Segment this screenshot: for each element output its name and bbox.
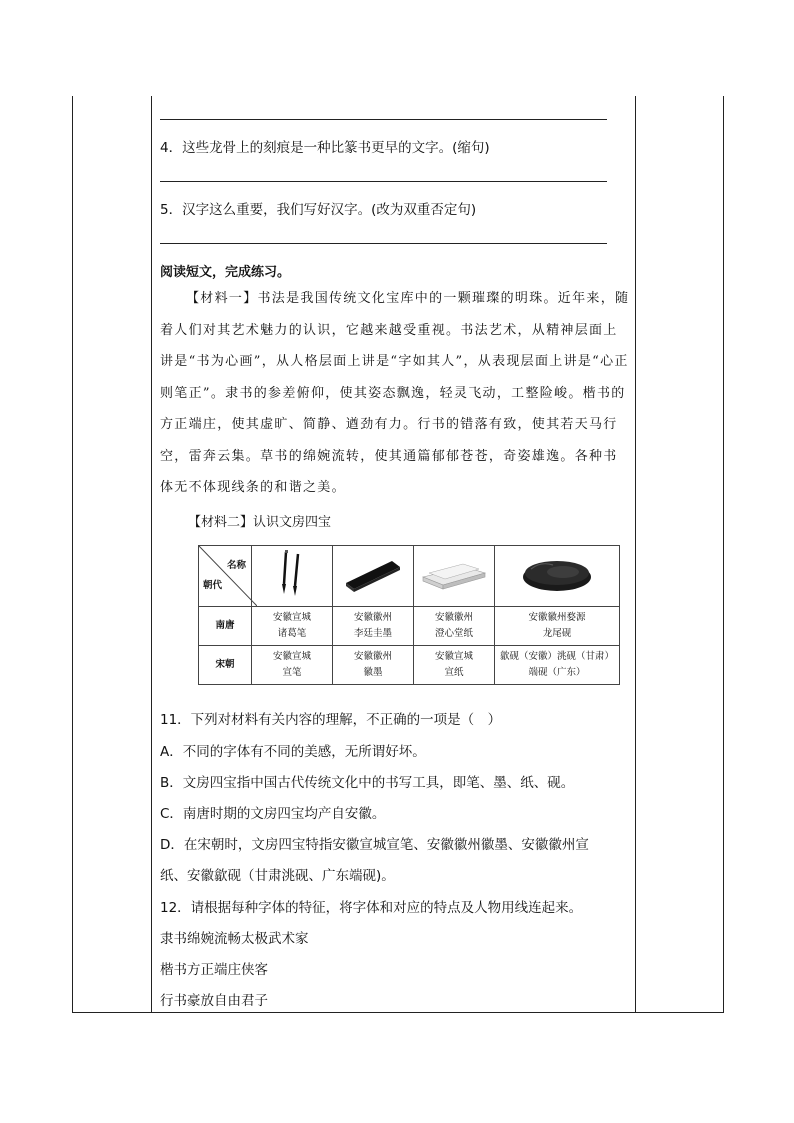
cell-place: 安徽徽州婺源	[528, 612, 586, 623]
cell-place: 安徽徽州	[434, 612, 473, 623]
column-divider-right	[635, 96, 636, 1012]
answer-line	[160, 181, 607, 182]
table-row	[199, 646, 620, 685]
corner-label-dynasty: 朝代	[203, 580, 223, 591]
cell-place: 安徽徽州	[353, 651, 392, 662]
ink-stick-cell	[333, 546, 414, 607]
material-2-label: 【材料二】认识文房四宝	[188, 515, 332, 530]
paper-cell	[414, 546, 495, 607]
question-11-option-c: C．南唐时期的文房四宝均产自安徽。	[160, 806, 386, 822]
cell-item: 龙尾砚	[542, 628, 572, 639]
table-cell	[414, 607, 495, 646]
answer-line	[160, 119, 607, 120]
four-treasures-table	[198, 545, 620, 685]
brush-cell	[252, 546, 333, 607]
material-1-paragraph: 【材料一】书法是我国传统文化宝库中的一颗璀璨的明珠。近年来，随着人们对其艺术魅力的认识，它越来越受重视。书法艺术，从精神层面上讲是“书为心画”，从人格层面上讲是“字如其人”，从表现层面上讲是“心正则笔正”。隶书的参差俯仰，使其姿态飘逸，轻灵飞动，工整险峻。楷书的方正端庄，使其虚旷、简静、遒劲有力。行书的错落有致，使其若天马行空，雷奔云集。草书的绵婉流转，使其通篇郁郁苍苍，奇姿雄逸。各种书体无不体现线条的和谐之美。	[160, 291, 630, 495]
column-divider-left	[151, 96, 152, 1012]
table-row	[199, 607, 620, 646]
cell-item: 李廷圭墨	[353, 628, 392, 639]
diagonal-divider	[199, 546, 257, 606]
matching-line-1: 隶书绵婉流畅太极武术家	[160, 931, 309, 947]
cell-place: 安徽徽州	[353, 612, 392, 623]
ink-stick-icon	[342, 553, 404, 593]
cell-place: 安徽宣城	[434, 651, 473, 662]
table-header-row	[199, 546, 620, 607]
table-cell	[495, 607, 620, 646]
inkstone-cell	[495, 546, 620, 607]
cell-item: 端砚（广东）	[528, 667, 586, 678]
question-11-option-d: D．在宋朝时，文房四宝特指安徽宣城宣笔、安徽徽州徽墨、安徽徽州宣	[160, 837, 589, 853]
matching-line-3: 行书豪放自由君子	[160, 993, 268, 1009]
brush-icon	[272, 548, 312, 598]
table-cell	[333, 607, 414, 646]
reading-heading: 阅读短文，完成练习。	[160, 265, 291, 280]
question-11-stem: 11．下列对材料有关内容的理解，不正确的一项是（ ）	[160, 712, 502, 728]
answer-line	[160, 243, 607, 244]
inkstone-icon	[517, 551, 597, 595]
question-5: 5．汉字这么重要，我们写好汉字。(改为双重否定句)	[160, 202, 477, 218]
table-cell	[252, 607, 333, 646]
cell-item: 澄心堂纸	[434, 628, 473, 639]
cell-item: 徽墨	[363, 667, 383, 678]
cell-place: 歙砚（安徽）洮砚（甘肃）	[499, 651, 614, 662]
table-cell	[414, 646, 495, 685]
cell-place: 安徽宣城	[272, 651, 311, 662]
paper-icon	[419, 553, 489, 593]
question-12-stem: 12．请根据每种字体的特征，将字体和对应的特点及人物用线连起来。	[160, 900, 583, 916]
table-cell	[333, 646, 414, 685]
dynasty-cell: 宋朝	[199, 646, 252, 685]
question-11-option-d-cont: 纸、安徽歙砚（甘肃洮砚、广东端砚)。	[160, 868, 395, 884]
dynasty-cell: 南唐	[199, 607, 252, 646]
matching-line-2: 楷书方正端庄侠客	[160, 962, 268, 978]
question-11-option-b: B．文房四宝指中国古代传统文化中的书写工具，即笔、墨、纸、砚。	[160, 775, 575, 791]
cell-item: 宣笔	[282, 667, 302, 678]
table-corner-cell	[199, 546, 252, 607]
table-cell	[495, 646, 620, 685]
cell-item: 宣纸	[444, 667, 464, 678]
cell-place: 安徽宣城	[272, 612, 311, 623]
question-11-option-a: A．不同的字体有不同的美感，无所谓好坏。	[160, 744, 426, 760]
table-cell	[252, 646, 333, 685]
question-4: 4．这些龙骨上的刻痕是一种比篆书更早的文字。(缩句)	[160, 140, 490, 156]
corner-label-name: 名称	[226, 560, 246, 571]
cell-item: 诸葛笔	[277, 628, 307, 639]
